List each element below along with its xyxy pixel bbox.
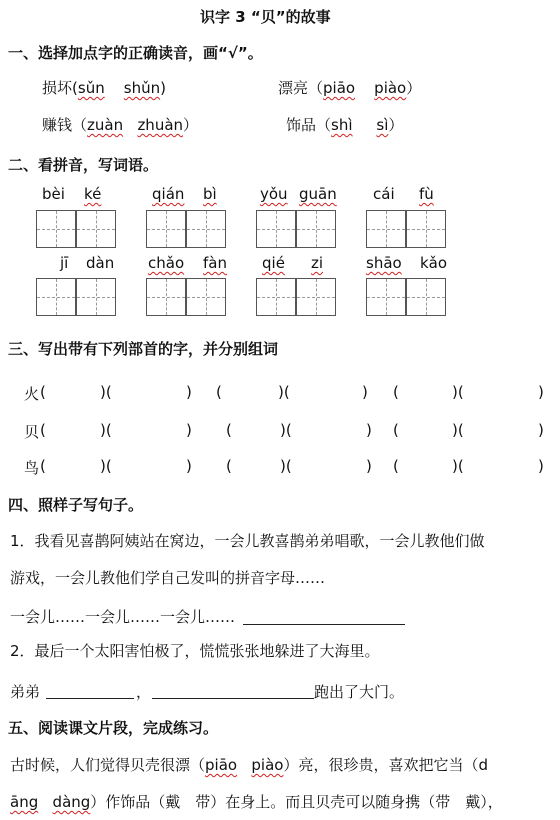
comma: ，: [136, 683, 152, 701]
sentence-2: 2．最后一个太阳害怕极了，慌慌张张地躲进了大海里。: [10, 642, 380, 660]
paren-pair: )(: [100, 383, 112, 401]
option-2[interactable]: shǔn: [123, 79, 161, 97]
paren-open: (: [393, 421, 399, 439]
option-2[interactable]: dàng: [52, 793, 91, 811]
pronunciation-item: [286, 114, 403, 135]
paren-open: (: [226, 457, 232, 475]
paren: ): [160, 79, 166, 97]
writing-box[interactable]: [256, 210, 296, 248]
section3-heading: 三、写出带有下列部首的字，并分别组词: [8, 340, 279, 358]
paren-close: ): [186, 421, 192, 439]
paren-open: (: [40, 421, 46, 439]
pinyin-syllable: dàn: [86, 254, 115, 272]
option-1-start[interactable]: d: [478, 756, 488, 774]
word: 饰品: [286, 116, 317, 134]
paren-close: ): [538, 421, 544, 439]
section5-heading: 五、阅读课文片段，完成练习。: [8, 719, 219, 737]
pinyin-syllable: yǒu: [260, 185, 288, 203]
writing-box[interactable]: [36, 278, 76, 316]
writing-box[interactable]: [366, 210, 406, 248]
option-1[interactable]: piāo: [323, 79, 356, 97]
option-2[interactable]: sì: [376, 116, 389, 134]
paren-close: ): [186, 383, 192, 401]
option-1[interactable]: shì: [331, 116, 353, 134]
page-title: 识字 3 “贝”的故事: [200, 8, 331, 26]
paren-open: (: [393, 383, 399, 401]
passage-line-1: [10, 754, 488, 775]
section1-heading: 一、选择加点字的正确读音，画“√”。: [8, 44, 263, 62]
option-1-end[interactable]: āng: [10, 793, 39, 811]
answer-line[interactable]: [46, 698, 134, 699]
paren-close: ): [538, 457, 544, 475]
pinyin-syllable: kǎo: [420, 254, 448, 272]
paren-open: (: [40, 383, 46, 401]
pinyin-syllable: cái: [373, 185, 395, 203]
pinyin-syllable: shāo: [366, 254, 402, 272]
passage-text: 古时候，人们觉得贝壳很漂（: [10, 756, 206, 774]
radical-label: 鸟: [24, 459, 40, 477]
sentence-2-end: 跑出了大门。: [314, 683, 405, 701]
option-2[interactable]: zhuàn: [137, 116, 184, 134]
writing-box[interactable]: [146, 210, 186, 248]
writing-box[interactable]: [406, 210, 446, 248]
paren-pair: )(: [452, 383, 464, 401]
answer-line[interactable]: [243, 624, 405, 625]
radical-label: 火: [24, 385, 40, 403]
paren: ）: [183, 116, 199, 134]
paren-close: ): [362, 383, 368, 401]
option-1[interactable]: zuàn: [87, 116, 124, 134]
paren: ）: [406, 79, 422, 97]
pinyin-syllable: guān: [299, 185, 337, 203]
pronunciation-item: [42, 77, 166, 98]
sentence-1-line-1: 1．我看见喜鹊阿姨站在窝边，一会儿教喜鹊弟弟唱歌，一会儿教他们做: [10, 532, 485, 550]
sentence-1-line-2: 游戏，一会儿教他们学自己发叫的拼音字母……: [10, 569, 326, 587]
writing-box[interactable]: [146, 278, 186, 316]
pinyin-syllable: qié: [262, 254, 285, 272]
option-1[interactable]: piāo: [205, 756, 238, 774]
writing-box[interactable]: [296, 210, 336, 248]
passage-text: ）亮，很珍贵，喜欢把它当（: [283, 756, 479, 774]
pronunciation-item: [278, 77, 421, 98]
paren-pair: )(: [452, 457, 464, 475]
paren: (: [72, 79, 78, 97]
pinyin-syllable: fàn: [203, 254, 227, 272]
paren: （: [72, 116, 88, 134]
paren-close: ): [186, 457, 192, 475]
writing-box[interactable]: [406, 278, 446, 316]
paren-close: ): [366, 421, 372, 439]
pinyin-syllable: jī: [60, 254, 69, 272]
pinyin-syllable: ké: [84, 185, 102, 203]
paren-close: ): [366, 457, 372, 475]
paren: ）: [388, 116, 404, 134]
writing-box[interactable]: [186, 210, 226, 248]
sentence-2-start: 弟弟: [10, 683, 41, 701]
paren-pair: )(: [452, 421, 464, 439]
section4-heading: 四、照样子写句子。: [8, 496, 144, 514]
paren-pair: )(: [100, 457, 112, 475]
paren: （: [316, 116, 332, 134]
passage-text: ）作饰品（戴 带）在身上。而且贝壳可以随身携（带 戴），: [90, 793, 503, 811]
paren-pair: )(: [100, 421, 112, 439]
paren-pair: )(: [280, 421, 292, 439]
paren-close: ): [538, 383, 544, 401]
radical-label: 贝: [24, 423, 40, 441]
writing-box[interactable]: [36, 210, 76, 248]
paren-open: (: [226, 421, 232, 439]
paren: （: [308, 79, 324, 97]
option-2[interactable]: piào: [251, 756, 284, 774]
paren-open: (: [216, 383, 222, 401]
writing-box[interactable]: [256, 278, 296, 316]
writing-box[interactable]: [76, 210, 116, 248]
answer-line[interactable]: [152, 698, 314, 699]
writing-box[interactable]: [76, 278, 116, 316]
word: 漂亮: [278, 79, 309, 97]
paren-open: (: [393, 457, 399, 475]
pattern-prompt: 一会儿……一会儿……一会儿……: [10, 608, 236, 626]
paren-pair: )(: [280, 457, 292, 475]
word: 赚钱: [42, 116, 73, 134]
paren-open: (: [40, 457, 46, 475]
word: 损坏: [42, 79, 73, 97]
pinyin-syllable: chǎo: [148, 254, 185, 272]
passage-line-2: [10, 791, 503, 812]
pinyin-syllable: fù: [419, 185, 434, 203]
pronunciation-item: [42, 114, 198, 135]
pinyin-syllable: bì: [203, 185, 217, 203]
pinyin-syllable: bèi: [42, 185, 65, 203]
pinyin-syllable: qián: [152, 185, 185, 203]
option-2[interactable]: piào: [374, 79, 407, 97]
section2-heading: 二、看拼音，写词语。: [8, 156, 159, 174]
writing-box[interactable]: [296, 278, 336, 316]
writing-box[interactable]: [366, 278, 406, 316]
writing-box[interactable]: [186, 278, 226, 316]
pinyin-syllable: zi: [311, 254, 324, 272]
option-1[interactable]: sǔn: [77, 79, 105, 97]
paren-pair: )(: [278, 383, 290, 401]
